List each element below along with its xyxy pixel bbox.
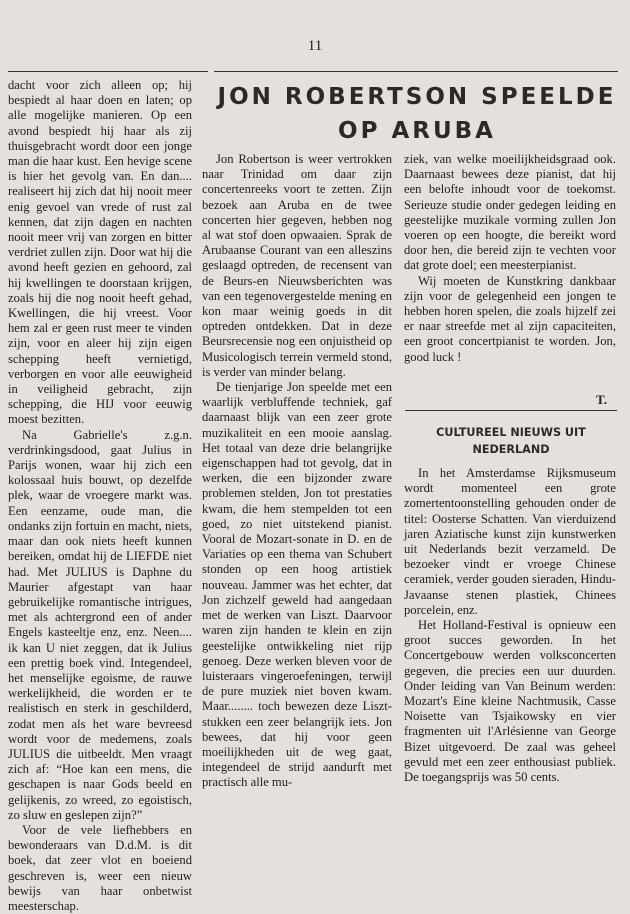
news-paragraph: Het Holland-Festival is opnieuw een groot succes geworden. In het Concertgebouw werden volksconcerten gegeven, die precies een uur duurden. Onder leiding van Van Beinum werden: Mozart's Eine kleine Nachtmusik, Casse Noisette van Tsjaikowsky en vier fragmenten uit l'Arlésienne van George Bizet uitgevoerd. De zaal was geheel gevuld met een zeer enthousiast publiek. De toegangsprijs was 50 cents. [404, 618, 616, 785]
news-paragraph: In het Amsterdamse Rijksmuseum wordt momenteel een grote zomertentoonstelling gehouden onder de titel: Oosterse Schatten. Van vierduizend jaren Aziatische kunst zijn kunstwerken uit Nederlands bezit verzameld. De bezoeker vindt er vroege Chinese ceramiek, verder gouden sieraden, Hindu-Javaanse stenen plastiek, Chinees porcelein, enz. [404, 466, 616, 617]
section-divider [405, 410, 617, 411]
article-paragraph: ziek, van welke moeilijkheidsgraad ook. Daarnaast bewees deze pianist, dat hij een belofte inhoudt voor de toekomst. Serieuze studie onder gedegen leiding en geestelijke muzikale vorming zullen Jon voeren op een hoogte, die bereikt word door hen, die bereid zijn te vechten voor dat grote doel; een meesterpianist. [404, 152, 616, 273]
page-number: 11 [307, 38, 323, 54]
article-headline-line2: OP ARUBA [338, 118, 496, 144]
left-paragraph: dacht voor zich alleen op; hij bespiedt al haar doen en laten; op alle mogelijke manieren. Op een avond bespiedt hij haar als zij thuisgebracht wordt door een jonge man die haar kust. Een hevige scene is hier het gevolg van. En dan.... realiseert hij zich dat hij nooit meer enig gevoel van vrede of rust zal kennen, dat zijn dagen en nachten nooit meer vrij van zorgen en bitter verdriet zullen zijn. Door wat hij die avond heeft gezien en gehoord, zal hij kwellingen te doorstaan krijgen, zoals hij die nog nooit heeft gehad, Kwellingen, die hij vreest. Voor hem zal er geen rust meer te vinden zijn, voor en aleer hij zijn eigen schepping heeft vernietigd, verborgen en voor alle eeuwigheid in veiligheid gebracht, zijn schepping, die HIJ voor eeuwig moest bezitten. [8, 78, 192, 427]
news-headline-line2: NEDERLAND [472, 443, 550, 456]
article-headline-line1: JON ROBERTSON SPEELDE [217, 84, 617, 110]
left-paragraph: Na Gabrielle's z.g.n. verdrinkingsdood, gaat Julius in Parijs wonen, waar hij zich een kolossaal huis bouwt, op dezelfde plek, waar de vroegere markt was. Een eenzame, oude man, die ondanks zijn fortuin en macht, niets, maar dan ook niets heeft kunnen bereiken, omdat hij de LIEFDE niet had. Met JULIUS is Daphne du Maurier afgestapt van haar gebruikelijke romantische intrigues, met als achtergrond een of ander Engels kasteeltje enz, enz. Neen.... ik kan U niet zeggen, dat ik Julius een prettig boek vind. Integendeel, het menselijke egoisme, de rauwe werkelijkheid, die worden er te realistisch en sterk in geschilderd, zodat men als het ware bevreesd wordt voor de medemens, zoals JULIUS die uitbeeldt. Men vraagt zich af: “Hoe kan een mens, die geschapen is naar Gods beeld en gelijkenis, zo wreed, zo egoistisch, zo sluw en geslepen zijn?” [8, 427, 192, 822]
news-headline-line1: CULTUREEL NIEUWS UIT [436, 426, 586, 439]
left-paragraph: Voor de vele liefhebbers en bewonderaars van D.d.M. is dit boek, dat zeer vlot en boeiend geschreven is, weer een nieuw bewijs van haar onbetwist meesterschap. [8, 822, 192, 913]
article-middle-column [202, 152, 392, 791]
top-rule-left [8, 71, 208, 72]
article-right-column [404, 152, 616, 365]
news-column [404, 466, 616, 785]
article-paragraph: De tienjarige Jon speelde met een waarlijk verbluffende techniek, gaf daarnaast blijk van een zeer grote muzikaliteit en een mooie aanslag. Het totaal van deze drie belangrijke eigenschappen had tot gevolg, dat in werken, die een bijzonder zware problemen stelden, Jon tot prestaties kwam, die hem stempelden tot een goed, zo niet uitstekend pianist. Vooral de Mozart-sonate in D. en de Variaties op een thema van Schubert stonden op een hoog artistiek nouveau. Jammer was het echter, dat Jon zichzelf geweld had aangedaan met de werken van Liszt. Daarvoor waren zijn handen te klein en zijn geestelijke ontwikkeling niet rijp genoeg. Deze werken bleven voor de luisteraars vingeroefeningen, terwijl de pure muziek niet boven kwam. Maar........ toch bewezen deze Liszt-stukken een zeer belangrijk iets. Jon bewees, dat hij voor geen moeilijkheden uit de weg gaat, integendeel de strijd aandurft met practisch alle mu- [202, 380, 392, 790]
article-paragraph: Jon Robertson is weer vertrokken naar Trinidad om daar zijn concertenreeks voort te zetten. Zijn bezoek aan Aruba en de twee concerten hier gegeven, hebben nog al wat stof doen opwaaien. Sprak de Arubaanse Courant van een alleszins geslaagd optreden, de recensent van de Beurs-en Nieuwsberichten was van een tegenovergestelde mening en kon maar weinig goeds in dit optreden ontdekken. Dat in deze Beursrecensie nog een onjuistheid op Musicologisch terrein vermeld stond, is verder van minder belang. [202, 152, 392, 379]
article-signature: T. [596, 392, 607, 407]
top-rule-right [214, 71, 618, 72]
article-paragraph: Wij moeten de Kunstkring dankbaar zijn voor de gelegenheid een jongen te hebben horen spelen, die zoals hijzelf zei er naar streefde met al zijn capaciteiten, een groot concertpianist te worden. Jon, good luck ! [404, 273, 616, 364]
left-column [8, 78, 192, 914]
